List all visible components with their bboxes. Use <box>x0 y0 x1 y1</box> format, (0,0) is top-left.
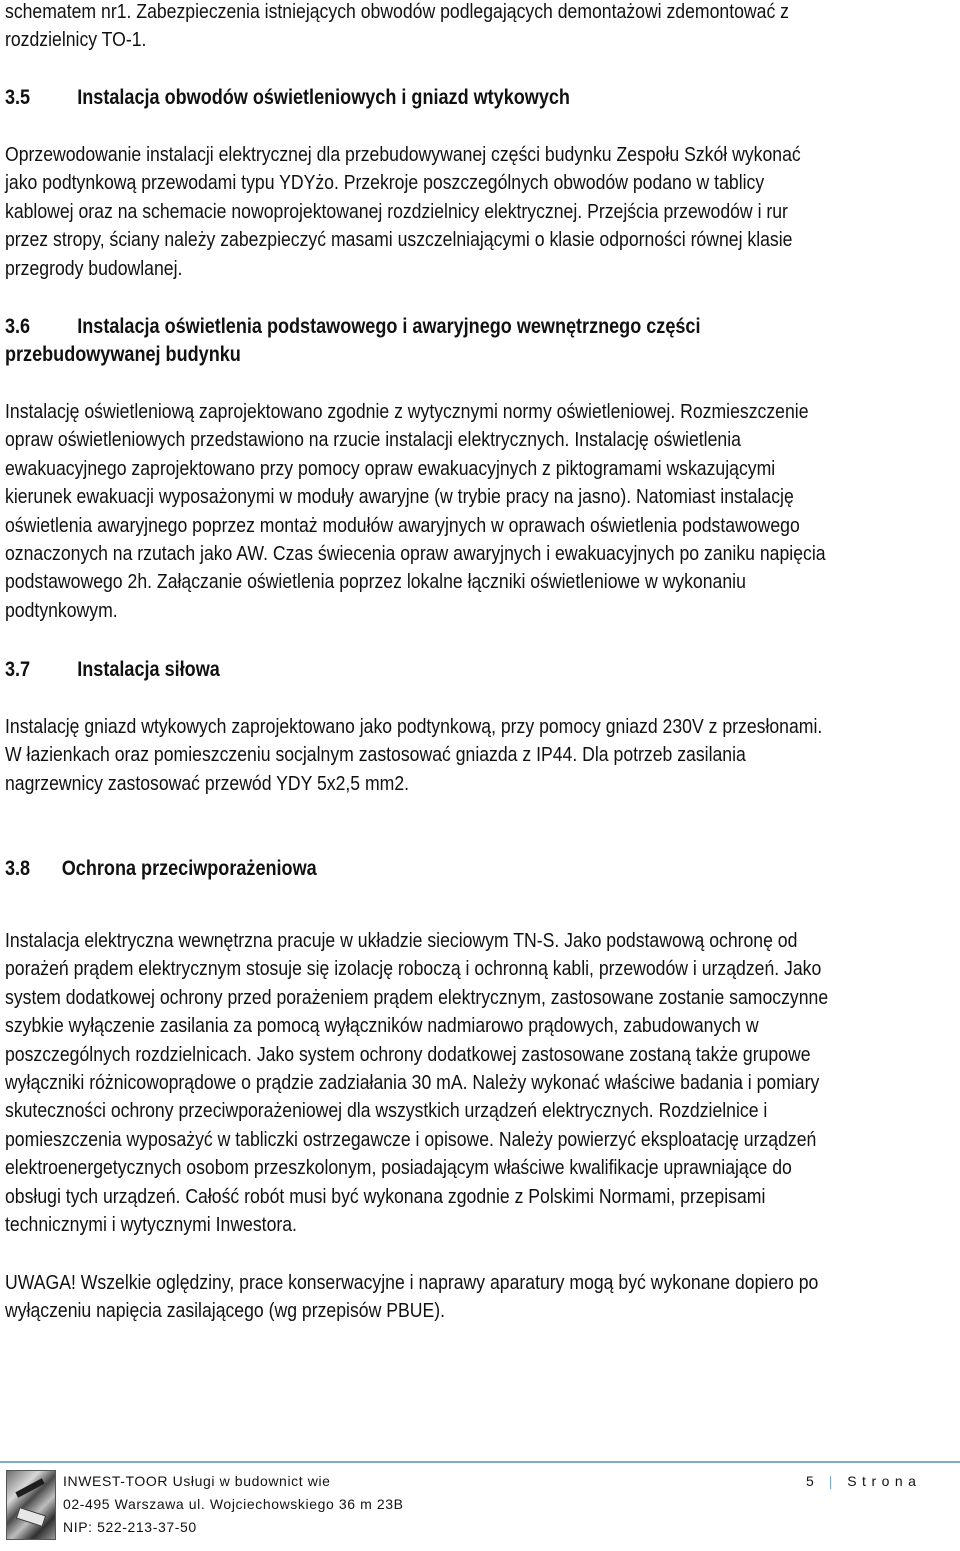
text-line: oznaczonych na rzutach jako AW. Czas świecenia opraw awaryjnych i ewakuacyjnych po zaniku napięcia <box>5 542 826 566</box>
section-title: Instalacja siłowa <box>77 658 220 681</box>
text-line: przez stropy, ściany należy zabezpieczyć masami uszczelniającymi o klasie odporności równej klasie <box>5 228 793 252</box>
footer-page-label <box>806 1473 921 1489</box>
page-separator: | <box>828 1473 838 1489</box>
text-line: porażeń prądem elektrycznym stosuje się izolację roboczą i ochronną kabli, przewodów i urządzeń. Jako <box>5 957 822 981</box>
footer-company: INWEST-TOOR Usługi w budownict wie <box>63 1473 331 1489</box>
footer-address: 02-495 Warszawa ul. Wojciechowskiego 36 m 23B <box>63 1496 404 1512</box>
text-line: Instalację gniazd wtykowych zaprojektowano jako podtynkową, przy pomocy gniazd 230V z przesłonami. <box>5 715 823 738</box>
section-heading-3-6 <box>5 313 955 370</box>
section-body-3-6 <box>5 398 955 625</box>
section-body-3-5 <box>5 141 955 283</box>
section-number: 3.8 <box>5 857 31 880</box>
text-line: szybkie wyłączenie zasilania za pomocą wyłączników nadmiarowo prądowych, zabudowanych w <box>5 1014 759 1038</box>
company-logo-icon <box>6 1470 56 1540</box>
section-number: 3.6 <box>5 315 31 338</box>
page-number: 5 <box>806 1473 820 1489</box>
section-heading-3-8 <box>5 855 955 883</box>
section-number: 3.5 <box>5 86 31 109</box>
text-line: ewakuacyjnego zaprojektowano przy pomocy opraw ewakuacyjnych z piktogramami wskazującymi <box>5 456 776 480</box>
text-line: Instalacja elektryczna wewnętrzna pracuje w układzie sieciowym TN-S. Jako podstawową ochronę od <box>5 929 798 952</box>
text-line: podtynkowym. <box>5 598 118 622</box>
intro-paragraph <box>5 0 955 55</box>
text-line: oświetlenia awaryjnego poprzez montaż modułów awaryjnych w oprawach oświetlenia podstawowego <box>5 513 800 537</box>
section-title: Instalacja obwodów oświetleniowych i gniazd wtykowych <box>77 86 570 109</box>
footer-nip: NIP: 522-213-37-50 <box>63 1519 197 1535</box>
text-line: skuteczności ochrony przeciwporażeniowej dla wszystkich urządzeń elektrycznych. Rozdzielnice i <box>5 1099 768 1123</box>
text-line: jako podtynkową przewodami typu YDYżo. Przekroje poszczególnych obwodów podano w tablicy <box>5 171 765 195</box>
text-line: schematem nr1. Zabezpieczenia istniejących obwodów podlegających demontażowi zdemontować z <box>5 0 789 23</box>
text-line: elektroenergetycznych osobom przeszkolonym, posiadającym właściwe kwalifikacje uprawniające do <box>5 1156 792 1180</box>
text-line: W łazienkach oraz pomieszczeniu socjalnym zastosować gniazda z IP44. Dla potrzeb zasilania <box>5 743 746 767</box>
text-line: wyłączniki różnicowoprądowe o prądzie zadziałania 30 mA. Należy wykonać właściwe badania i pomiary <box>5 1071 820 1095</box>
section-title-continuation: przebudowywanej budynku <box>5 343 241 367</box>
page-word: Strona <box>847 1473 922 1489</box>
text-line: Oprzewodowanie instalacji elektrycznej dla przebudowywanej części budynku Zespołu Szkół wykonać <box>5 143 801 166</box>
text-line: obsługi tych urządzeń. Całość robót musi być wykonana zgodnie z Polskimi Normami, przepisami <box>5 1184 766 1208</box>
text-line: kablowej oraz na schemacie nowoprojektowanej rozdzielnicy elektrycznej. Przejścia przewodów i rur <box>5 199 788 223</box>
text-line: Instalację oświetleniową zaprojektowano zgodnie z wytycznymi normy oświetleniowej. Rozmieszczenie <box>5 400 809 423</box>
section-body-3-7 <box>5 713 955 798</box>
text-line: opraw oświetleniowych przedstawiono na rzucie instalacji elektrycznych. Instalację oświetlenia <box>5 428 741 452</box>
text-line: wyłączeniu napięcia zasilającego (wg przepisów PBUE). <box>5 1299 445 1323</box>
section-number: 3.7 <box>5 658 31 681</box>
text-line: rozdzielnicy TO-1. <box>5 28 147 52</box>
text-line: nagrzewnicy zastosować przewód YDY 5x2,5 mm2. <box>5 771 410 795</box>
text-line: pomieszczenia wyposażyć w tabliczki ostrzegawcze i opisowe. Należy powierzyć eksploatację urządzeń <box>5 1127 817 1151</box>
text-line: podstawowego 2h. Załączanie oświetlenia poprzez lokalne łączniki oświetleniowe w wykonaniu <box>5 570 746 594</box>
text-line: technicznymi i wytycznymi Inwestora. <box>5 1213 297 1237</box>
text-line: poszczególnych rozdzielnicach. Jako system ochrony dodatkowej zastosowane zostaną także grupowe <box>5 1042 811 1066</box>
warning-paragraph <box>5 1269 955 1326</box>
text-line: system dodatkowej ochrony przed porażeniem prądem elektrycznym, zastosowane zostanie samoczynne <box>5 985 829 1009</box>
text-line: kierunek ewakuacji wyposażonymi w moduły awaryjne (w trybie pracy na jasno). Natomiast instalację <box>5 485 794 509</box>
section-heading-3-7 <box>5 656 955 684</box>
section-title: Instalacja oświetlenia podstawowego i awaryjnego wewnętrznego części <box>77 315 701 338</box>
text-line: przegrody budowlanej. <box>5 256 183 280</box>
section-heading-3-5 <box>5 84 955 112</box>
section-body-3-8 <box>5 927 955 1239</box>
section-title: Ochrona przeciwporażeniowa <box>61 857 317 880</box>
footer-divider <box>0 1461 960 1463</box>
text-line: UWAGA! Wszelkie oględziny, prace konserwacyjne i naprawy aparatury mogą być wykonane dopiero po <box>5 1271 819 1294</box>
